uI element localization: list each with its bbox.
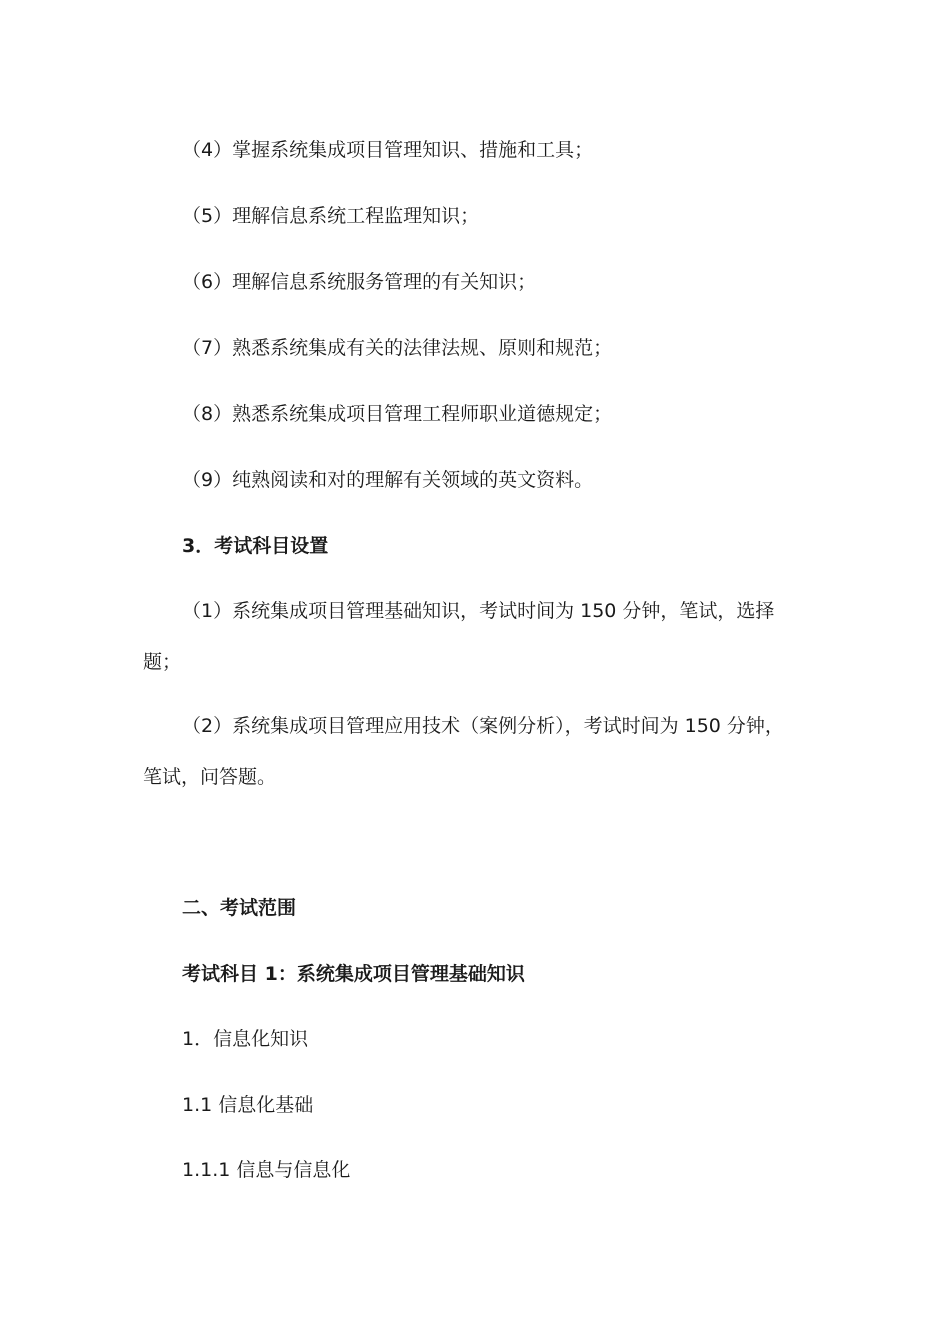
objective-item-9: （9）纯熟阅读和对的理解有关领域的英文资料。 <box>182 469 594 491</box>
objective-item-4: （4）掌握系统集成项目管理知识、措施和工具； <box>182 139 594 161</box>
objective-item-5: （5）理解信息系统工程监理知识； <box>182 205 480 227</box>
part-heading-exam-scope: 二、考试范围 <box>182 897 297 919</box>
subject-item-1-line-2: 题； <box>143 651 182 673</box>
objective-item-8: （8）熟悉系统集成项目管理工程师职业道德规定； <box>182 403 613 425</box>
objective-item-7: （7）熟悉系统集成有关的法律法规、原则和规范； <box>182 337 613 359</box>
outline-item-1-1-1: 1.1.1 信息与信息化 <box>182 1159 351 1181</box>
outline-item-1: 1．信息化知识 <box>182 1028 309 1050</box>
subject-1-heading: 考试科目 1：系统集成项目管理基础知识 <box>182 963 525 985</box>
subject-item-2-line-1: （2）系统集成项目管理应用技术（案例分析），考试时间为 150 分钟， <box>182 715 784 737</box>
section-heading-exam-subjects: 3．考试科目设置 <box>182 535 329 557</box>
objective-item-6: （6）理解信息系统服务管理的有关知识； <box>182 271 537 293</box>
subject-item-2-line-2: 笔试，问答题。 <box>143 766 277 788</box>
subject-item-1-line-1: （1）系统集成项目管理基础知识，考试时间为 150 分钟，笔试，选择 <box>182 600 775 622</box>
outline-item-1-1: 1.1 信息化基础 <box>182 1094 314 1116</box>
